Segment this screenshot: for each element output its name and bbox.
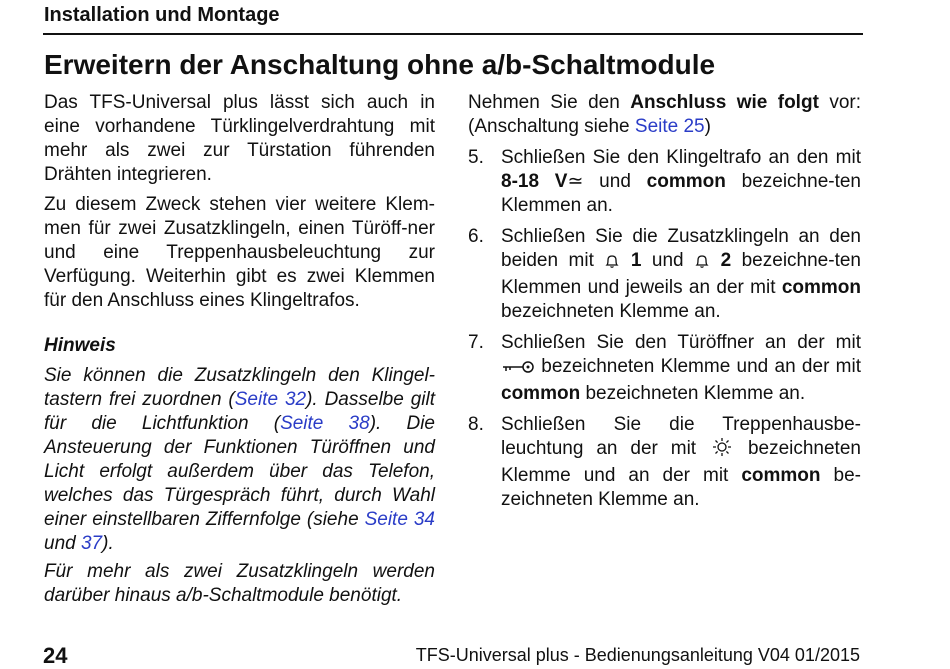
page-title: Erweitern der Anschaltung ohne a/b-Schaltmodule (44, 49, 716, 80)
list-item: 8. Schließen Sie die Treppenhausbe-leuchtung an der mit bezeichneten Klemme und an der mit common be-zeichneten Klemme an. (468, 414, 861, 510)
steps-intro: Nehmen Sie den Anschluss wie folgt vor: (Anschaltung siehe Seite 25) (468, 92, 861, 137)
bell-icon (694, 252, 710, 276)
section-title: Installation und Montage (44, 4, 280, 26)
note-paragraph-2: Für mehr als zwei Zusatzklingeln werden darüber hinaus a/b-Schaltmodule benötigt. (44, 561, 435, 606)
list-item: 7. Schließen Sie den Türöffner an der mit bezeichneten Klemme und an der mit common bezeichneten Klemme an. (468, 332, 861, 404)
footer-text: TFS-Universal plus - Bedienungsanleitung V04 01/2015 (415, 645, 860, 665)
intro-paragraph: Das TFS-Universal plus lässt sich auch in eine vorhandene Türklingelverdrahtung mit mehr als zwei zur Türstation führenden Drähten integrieren. (44, 92, 435, 185)
ac-dc-symbol: ≃ (567, 171, 584, 192)
note-heading: Hinweis (44, 335, 116, 356)
steps-list (468, 146, 861, 512)
key-icon (501, 358, 535, 382)
link-seite-25[interactable]: Seite 25 (634, 116, 705, 137)
page-number: 24 (43, 643, 68, 668)
right-column (468, 91, 861, 519)
terminals-paragraph: Zu diesem Zweck stehen vier weitere Klem-men für zwei Zusatzklingeln, einen Türöff-ner und eine Treppenhausbeleuchtung zur Verfügung. Weiterhin gibt es zwei Klemmen für den Anschluss eines Klingeltrafos. (44, 194, 435, 311)
link-seite-38[interactable]: Seite 38 (280, 413, 370, 434)
link-seite-32[interactable]: Seite 32 (234, 389, 307, 410)
link-seite-37[interactable]: 37 (80, 533, 103, 554)
list-item: 6. Schließen Sie die Zusatzklingeln an den beiden mit 1 und 2 bezeichne-ten Klemmen und jeweils an der mit common bezeichneten Klemme an. (468, 226, 861, 322)
note-paragraph: Sie können die Zusatzklingeln den Klingel-tastern frei zuordnen (Seite 32). Dasselbe gilt für die Lichtfunktion (Seite 38). Die Ansteuerung der Funktionen Türöffnen und Licht erfolgt außerdem über das Telefon, welches das Türgespräch führt, durch Wahl einer einstellbaren Ziffernfolge (siehe Seite 34 und 37). (44, 365, 435, 554)
left-column (44, 91, 435, 608)
bell-icon (604, 252, 620, 276)
list-item: 5. Schließen Sie den Klingeltrafo an den mit 8-18 V≃ und common bezeichne-ten Klemmen an. (468, 147, 861, 216)
link-seite-34[interactable]: Seite 34 (364, 509, 435, 530)
light-bulb-icon (709, 437, 735, 464)
header-rule (43, 33, 863, 35)
